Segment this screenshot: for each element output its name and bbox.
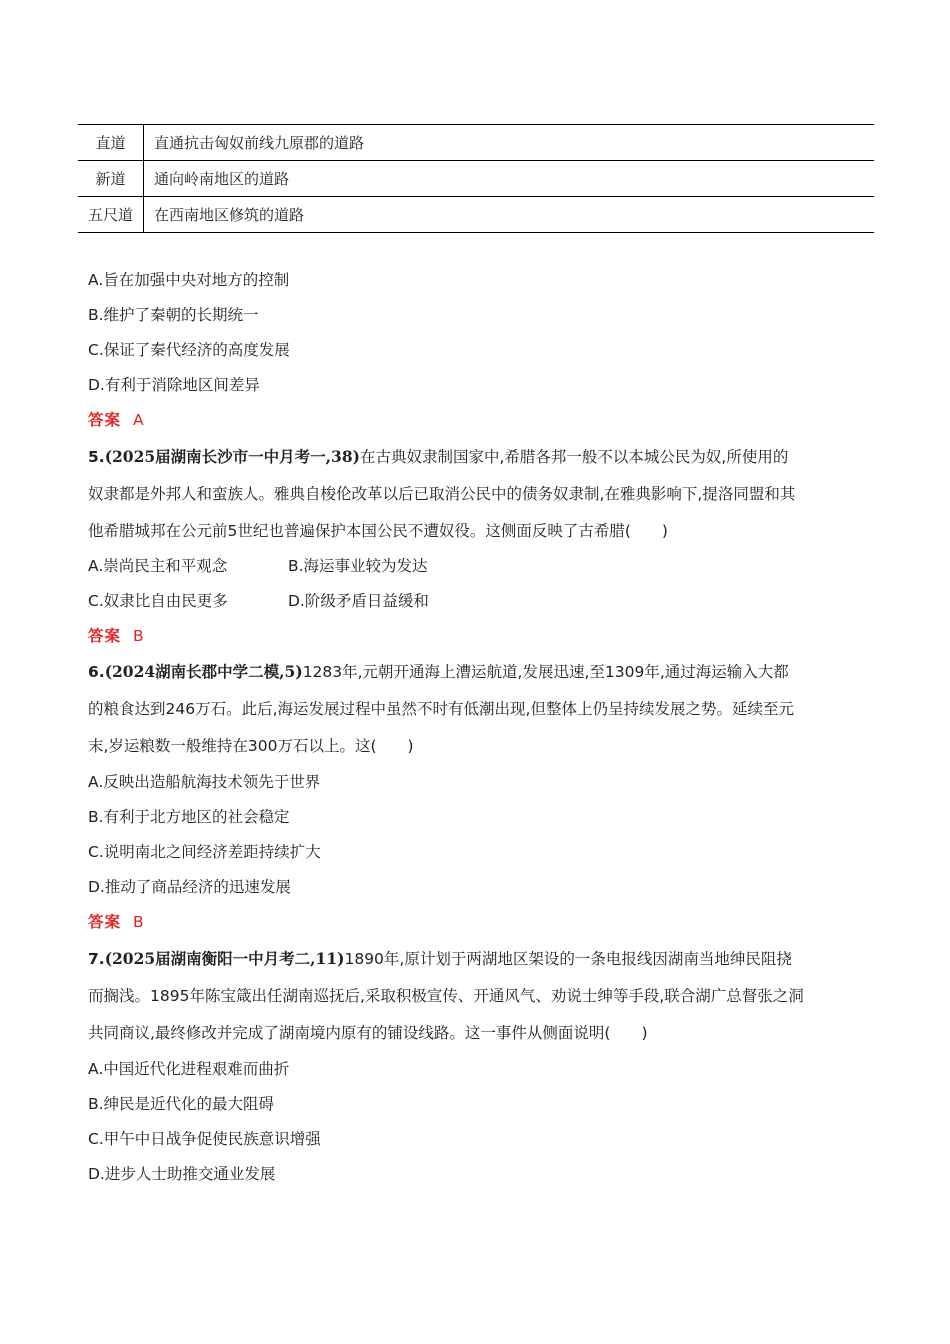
q4-option-a: A.旨在加强中央对地方的控制 [88,271,290,289]
q5-options-row-1 [88,555,878,577]
q6-option-a: A.反映出造船航海技术领先于世界 [88,773,321,791]
question-source: (2024湖南长郡中学二模,5) [104,662,303,681]
answer-label: 答案 [88,627,122,645]
q5-stem-line-2: 奴隶都是外邦人和蛮族人。雅典自梭伦改革以后已取消公民中的债务奴隶制,在雅典影响下,提洛同盟和其 [88,485,796,503]
question-text: 在古典奴隶制国家中,希腊各邦一般不以本城公民为奴,所使用的 [359,448,789,466]
road-name: 五尺道 [78,197,144,233]
q5-option-d: D.阶级矛盾日益缓和 [288,592,429,610]
answer-value: B [133,913,145,931]
table-row [78,125,874,161]
q5-answer [88,625,878,647]
question-source: (2025届湖南长沙市一中月考一,38) [104,447,360,466]
road-description: 在西南地区修筑的道路 [154,206,305,224]
q5-option-b: B.海运事业较为发达 [288,557,428,575]
road-name: 直道 [78,125,144,161]
q6-stem-line-1 [88,661,878,683]
q4-option-d: D.有利于消除地区间差异 [88,376,260,394]
question-number: 6. [88,663,105,681]
q6-option-d: D.推动了商品经济的迅速发展 [88,878,291,896]
q6-stem-line-2: 的粮食达到246万石。此后,海运发展过程中虽然不时有低潮出现,但整体上仍呈持续发展之势。延续至元 [88,700,794,718]
q7-stem-line-1 [88,948,878,970]
q7-stem-line-2: 而搁浅。1895年陈宝箴出任湖南巡抚后,采取积极宣传、开通风气、劝说士绅等手段,联合湖广总督张之洞 [88,987,804,1005]
answer-value: A [133,411,145,429]
q4-option-c: C.保证了秦代经济的高度发展 [88,341,290,359]
answer-label: 答案 [88,411,122,429]
q7-option-a: A.中国近代化进程艰难而曲折 [88,1060,290,1078]
q6-stem-line-3: 末,岁运粮数一般维持在300万石以上。这( ) [88,737,414,755]
answer-value: B [133,627,145,645]
question-number: 7. [88,950,105,968]
road-description: 直通抗击匈奴前线九原郡的道路 [154,134,365,152]
table-row [78,161,874,197]
q7-stem-line-3: 共同商议,最终修改并完成了湖南境内原有的铺设线路。这一事件从侧面说明( ) [88,1024,648,1042]
q6-option-c: C.说明南北之间经济差距持续扩大 [88,843,321,861]
q4-answer [88,409,878,431]
question-text: 1283年,元朝开通海上漕运航道,发展迅速,至1309年,通过海运输入大都 [302,663,789,681]
q5-option-c: C.奴隶比自由民更多 [88,592,228,610]
q4-option-b: B.维护了秦朝的长期统一 [88,306,259,324]
q5-stem-line-1 [88,446,878,468]
q6-answer [88,911,878,933]
answer-label: 答案 [88,913,122,931]
table-row [78,197,874,233]
road-name: 新道 [78,161,144,197]
q5-stem-line-3: 他希腊城邦在公元前5世纪也普遍保护本国公民不遭奴役。这侧面反映了古希腊( ) [88,522,668,540]
q7-option-c: C.甲午中日战争促使民族意识增强 [88,1130,321,1148]
q5-options-row-2 [88,590,878,612]
road-description: 通向岭南地区的道路 [154,170,290,188]
question-source: (2025届湖南衡阳一中月考二,11) [104,949,345,968]
q7-option-b: B.绅民是近代化的最大阻碍 [88,1095,275,1113]
question-number: 5. [88,448,105,466]
q5-option-a: A.崇尚民主和平观念 [88,557,228,575]
q7-option-d: D.进步人士助推交通业发展 [88,1165,276,1183]
question-text: 1890年,原计划于两湖地区架设的一条电报线因湖南当地绅民阻挠 [344,950,792,968]
q6-option-b: B.有利于北方地区的社会稳定 [88,808,290,826]
roads-table [78,124,874,233]
